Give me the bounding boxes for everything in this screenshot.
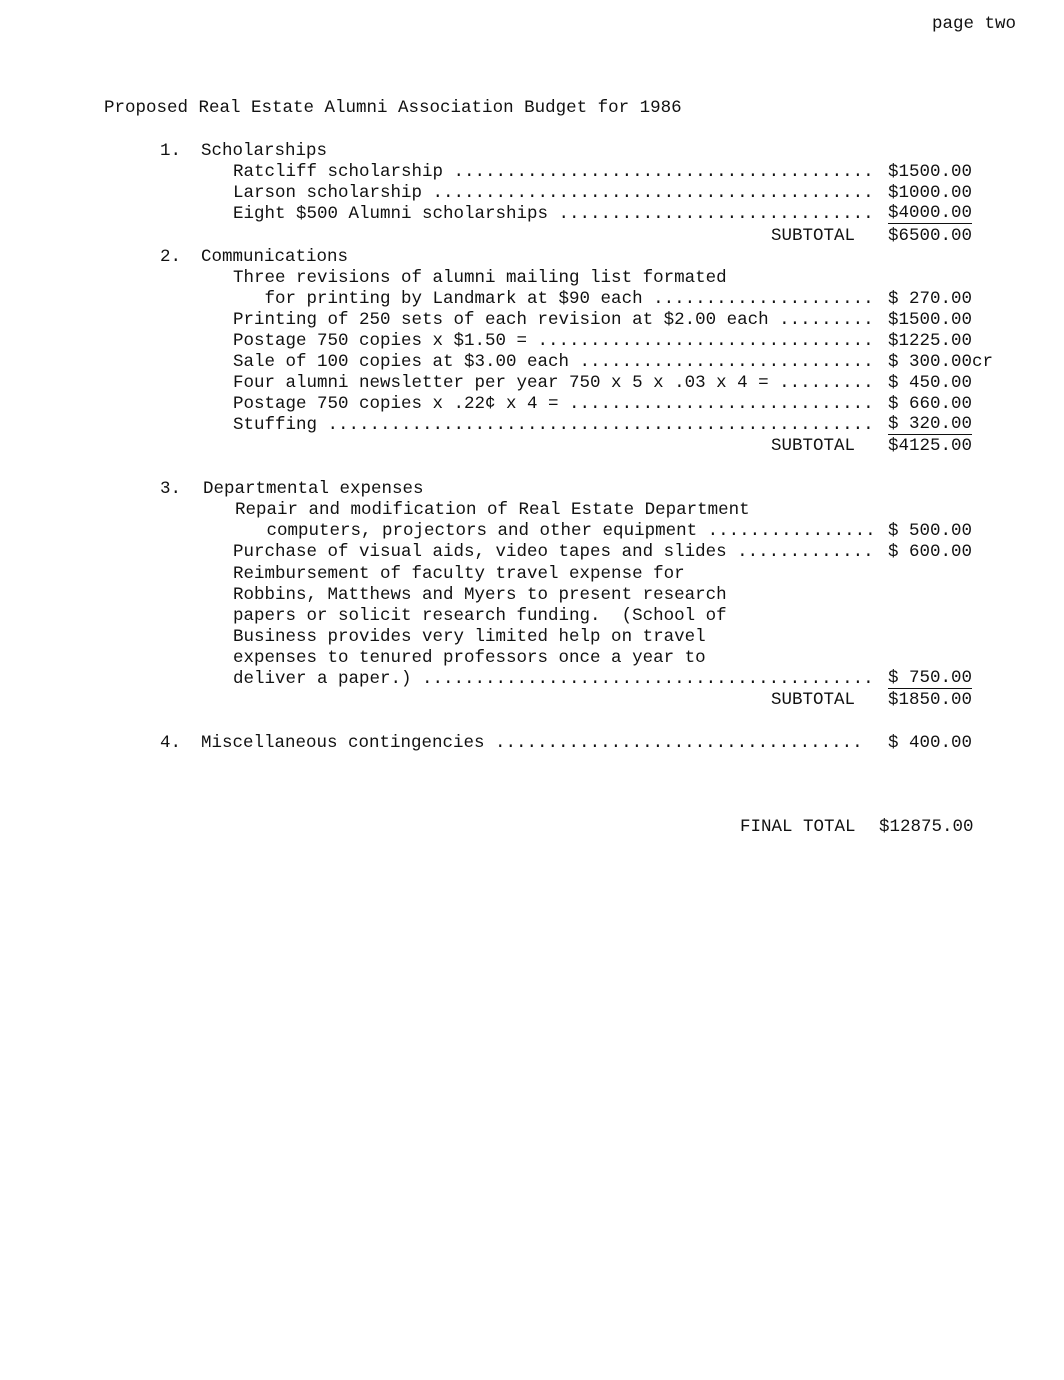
line-item-amount: $ 400.00 xyxy=(888,733,973,753)
line-item-text: Printing of 250 sets of each revision at $2.00 each ......... xyxy=(233,310,874,330)
subtotal-amount: $6500.00 xyxy=(888,226,973,246)
line-item-text: Larson scholarship .......................................... xyxy=(233,183,874,203)
line-item-amount: $ 300.00cr xyxy=(888,352,994,372)
section-heading: Scholarships xyxy=(201,141,328,161)
line-item-amount: $4000.00 xyxy=(888,203,973,223)
line-item-text: Sale of 100 copies at $3.00 each ............................ xyxy=(233,352,874,372)
line-item-text: expenses to tenured professors once a year to xyxy=(233,648,706,668)
section-number: 4. xyxy=(160,733,182,753)
page-title: Proposed Real Estate Alumni Association Budget for 1986 xyxy=(104,98,682,118)
subtotal-label: SUBTOTAL xyxy=(771,690,856,710)
line-item-text: Three revisions of alumni mailing list formated xyxy=(233,268,727,288)
line-item-text: Purchase of visual aids, video tapes and slides ............. xyxy=(233,542,874,562)
line-item-amount: $1000.00 xyxy=(888,183,973,203)
line-item-text: Ratcliff scholarship ........................................ xyxy=(233,162,874,182)
subtotal-amount: $1850.00 xyxy=(888,690,973,710)
line-item-text: Reimbursement of faculty travel expense for xyxy=(233,564,685,584)
section-number: 3. xyxy=(160,479,182,499)
page-label: page two xyxy=(932,14,1017,34)
line-item-amount: $ 600.00 xyxy=(888,542,973,562)
section-heading: Communications xyxy=(201,247,349,267)
line-item-amount: $ 500.00 xyxy=(888,521,973,541)
line-item-text: Robbins, Matthews and Myers to present research xyxy=(233,585,727,605)
final-total-amount: $12875.00 xyxy=(879,817,974,837)
subtotal-label: SUBTOTAL xyxy=(771,226,856,246)
subtotal-amount: $4125.00 xyxy=(888,436,973,456)
line-item-text: Stuffing .................................................... xyxy=(233,415,874,435)
line-item-text: Four alumni newsletter per year 750 x 5 x .03 x 4 = ......... xyxy=(233,373,874,393)
line-item-text: papers or solicit research funding. (School of xyxy=(233,606,727,626)
line-item-amount: $ 450.00 xyxy=(888,373,973,393)
line-item-text: computers, projectors and other equipment ................ xyxy=(235,521,876,541)
line-item-text: Postage 750 copies x .22¢ x 4 = ............................. xyxy=(233,394,874,414)
line-item-text: Eight $500 Alumni scholarships .............................. xyxy=(233,204,874,224)
subtotal-label: SUBTOTAL xyxy=(771,436,856,456)
line-item-text: Postage 750 copies x $1.50 = ................................ xyxy=(233,331,874,351)
line-item-amount: $ 750.00 xyxy=(888,668,973,688)
line-item-amount: $ 270.00 xyxy=(888,289,973,309)
line-item-text: for printing by Landmark at $90 each ..................... xyxy=(233,289,874,309)
line-item-amount: $ 320.00 xyxy=(888,414,973,434)
line-item-amount: $1225.00 xyxy=(888,331,973,351)
line-item-text: Repair and modification of Real Estate Department xyxy=(235,500,750,520)
line-item-text: Business provides very limited help on travel xyxy=(233,627,706,647)
line-item-text: deliver a paper.) ........................................... xyxy=(233,669,874,689)
section-heading: Miscellaneous contingencies ................................... xyxy=(201,733,863,753)
final-total-label: FINAL TOTAL xyxy=(740,817,856,837)
line-item-amount: $1500.00 xyxy=(888,162,973,182)
section-number: 2. xyxy=(160,247,182,267)
line-item-amount: $ 660.00 xyxy=(888,394,973,414)
line-item-amount: $1500.00 xyxy=(888,310,973,330)
section-heading: Departmental expenses xyxy=(203,479,424,499)
section-number: 1. xyxy=(160,141,182,161)
